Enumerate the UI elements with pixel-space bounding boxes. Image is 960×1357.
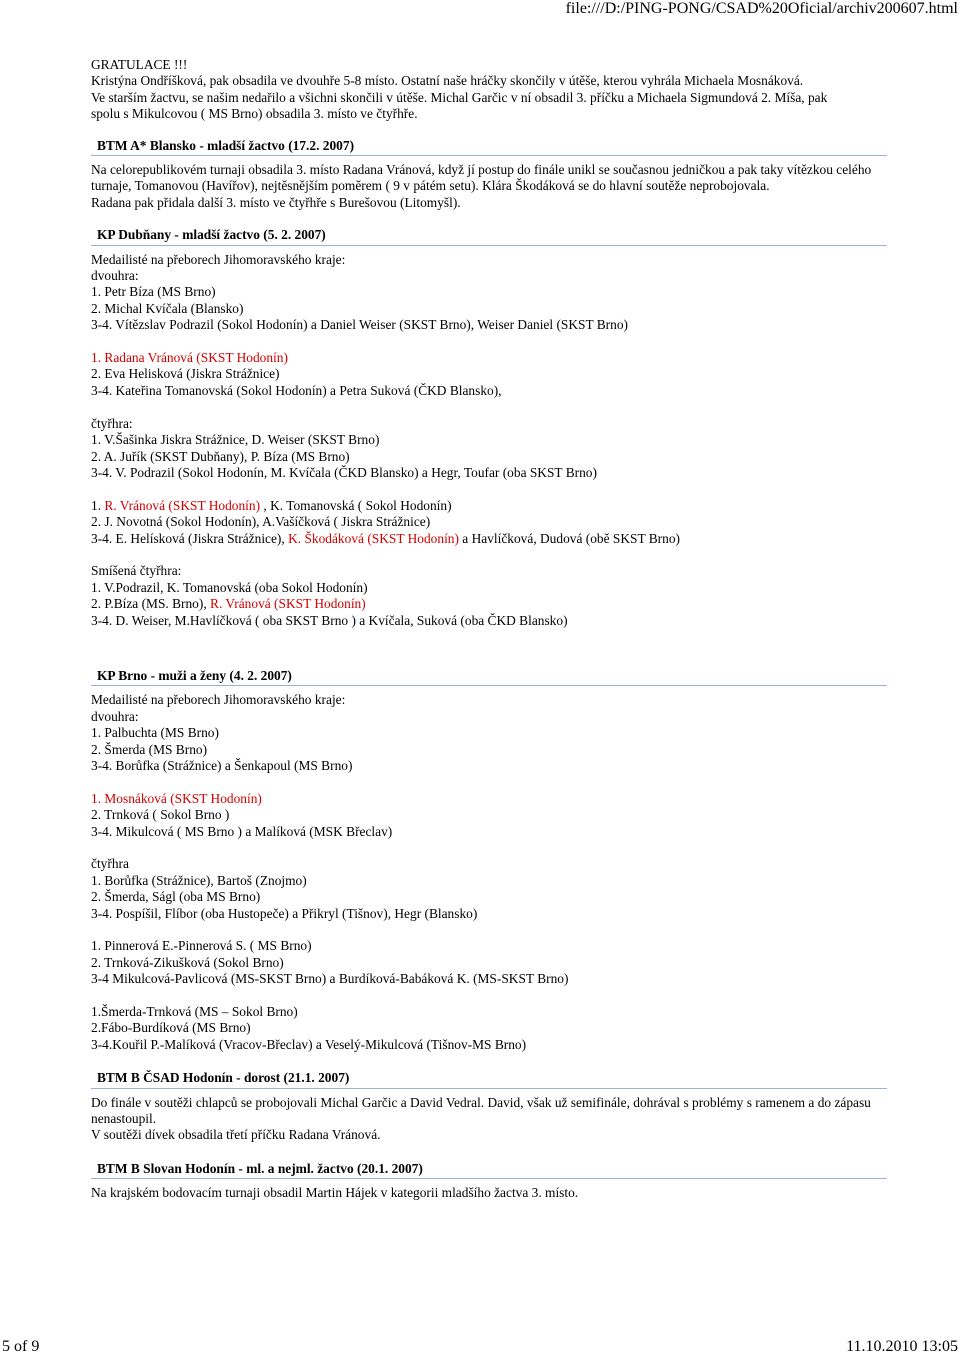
section-title-kp-dubnany: KP Dubňany - mladší žactvo (5. 2. 2007) — [91, 227, 887, 245]
intro-line-1: GRATULACE !!! — [91, 57, 188, 72]
section-title-btm-slovan: BTM B Slovan Hodonín - ml. a nejml. žactvo (20.1. 2007) — [91, 1161, 887, 1179]
category-label: dvouhra: — [91, 268, 139, 284]
result-line: 3-4. Mikulcová ( MS Brno ) a Malíková (MSK Břeclav) — [91, 823, 393, 839]
result-line: 2. Eva Helisková (Jiskra Strážnice) — [91, 366, 280, 382]
result-line: 3-4. Kateřina Tomanovská (Sokol Hodonín) a Petra Suková (ČKD Blansko), — [91, 382, 502, 398]
result-line: 3-4 Mikulcová-Pavlicová (MS-SKST Brno) a Burdíková-Babáková K. (MS-SKST Brno) — [91, 971, 569, 987]
medalists-header: Medailisté na přeborech Jihomoravského kraje: — [91, 692, 346, 708]
section-title-btm-csad: BTM B ČSAD Hodonín - dorost (21.1. 2007) — [91, 1070, 887, 1088]
highlight-name: R. Vránová (SKST Hodonín) — [104, 497, 261, 513]
result-rest: a Havlíčková, Dudová (obě SKST Brno) — [458, 530, 680, 546]
highlight-name: R. Vránová (SKST Hodonín) — [210, 596, 366, 612]
section-paragraph: V soutěži dívek obsadila třetí příčku Radana Vránová. — [91, 1127, 381, 1143]
section-paragraph: Do finále v soutěži chlapců se probojovali Michal Garčic a David Vedral. David, však už semifinále, dohrával s problémy s ramenem a do zápasu nenastoupil. — [91, 1094, 871, 1127]
result-line — [91, 498, 891, 514]
section-paragraph: Na krajském bodovacím turnaji obsadil Martin Hájek v kategorii mladšího žactva 3. místo. — [91, 1185, 579, 1201]
result-line: 2. Šmerda, Ságl (oba MS Brno) — [91, 889, 261, 905]
section-paragraph: Radana pak přidala další 3. místo ve čtyřhře s Burešovou (Litomyšl). — [91, 194, 461, 210]
intro-block — [91, 57, 891, 123]
page-content — [91, 57, 891, 1202]
medalists-header: Medailisté na přeborech Jihomoravského kraje: — [91, 251, 346, 267]
category-label: dvouhra: — [91, 708, 139, 724]
intro-line-3: Ve starším žactvu, se našim nedařilo a všichni skončili v útěše. Michal Garčic v ní obsadil 3. příčku a Michaela Sigmundová 2. Míša, pak — [91, 89, 828, 105]
result-line: 3-4. Vítězslav Podrazil (Sokol Hodonín) a Daniel Weiser (SKST Brno), Weiser Daniel (SKST Brno) — [91, 317, 628, 333]
file-url-header: file:///D:/PING-PONG/CSAD%20Oficial/archiv200607.html — [565, 0, 958, 17]
result-line: 1. Pinnerová E.-Pinnerová S. ( MS Brno) — [91, 938, 312, 954]
result-line: 2. Trnková ( Sokol Brno ) — [91, 807, 230, 823]
section-title-btm-blansko: BTM A* Blansko - mladší žactvo (17.2. 2007) — [91, 138, 887, 156]
result-line: 2. Šmerda (MS Brno) — [91, 741, 208, 757]
result-line: 2. J. Novotná (Sokol Hodonín), A.Vašíčková ( Jiskra Strážnice) — [91, 514, 431, 530]
result-line: 1. Petr Bíza (MS Brno) — [91, 284, 216, 300]
result-line: 1. Borůfka (Strážnice), Bartoš (Znojmo) — [91, 872, 307, 888]
section-paragraph: Na celorepublikovém turnaji obsadila 3. místo Radana Vránová, když jí postup do finále unikl se současnou jedničkou a pak taky vítězkou celého turnaje, Tomanovou (Havířov), nejtěsnějším poměrem ( 9 v pátém setu). Klára Škodáková se do hlavní soutěže neprobojovala. — [91, 162, 872, 194]
category-label: čtyřhra: — [91, 415, 133, 431]
page-number: 5 of 9 — [2, 1338, 40, 1355]
result-line: 2. Trnková-Zikušková (Sokol Brno) — [91, 954, 284, 970]
section-title-kp-brno: KP Brno - muži a ženy (4. 2. 2007) — [91, 668, 887, 686]
result-rank: 3-4. E. Helísková (Jiskra Strážnice), — [91, 530, 289, 546]
highlight-name: K. Škodáková (SKST Hodonín) — [288, 530, 459, 546]
result-line: 1.Šmerda-Trnková (MS – Sokol Brno) — [91, 1004, 298, 1019]
result-line-highlight: 1. Radana Vránová (SKST Hodonín) — [91, 350, 288, 366]
result-line: 3-4. Pospíšil, Flíbor (oba Hustopeče) a Přikryl (Tišnov), Hegr (Blansko) — [91, 905, 478, 921]
result-line: 3-4. Borůfka (Strážnice) a Šenkapoul (MS Brno) — [91, 757, 353, 773]
result-line: 3-4. V. Podrazil (Sokol Hodonín, M. Kvíčala (ČKD Blansko) a Hegr, Toufar (oba SKST Brno) — [91, 464, 597, 480]
result-line: 1. Palbuchta (MS Brno) — [91, 725, 219, 741]
result-line: 2. A. Juřík (SKST Dubňany), P. Bíza (MS Brno) — [91, 448, 350, 464]
result-line — [91, 596, 891, 612]
print-datetime: 11.10.2010 13:05 — [846, 1338, 958, 1355]
result-line: 1. V.Šašinka Jiskra Strážnice, D. Weiser (SKST Brno) — [91, 432, 380, 448]
result-line: 2.Fábo-Burdíková (MS Brno) — [91, 1020, 251, 1036]
result-rank: 1. — [91, 497, 105, 513]
category-label: Smíšená čtyřhra: — [91, 563, 182, 579]
result-line-highlight: 1. Mosnáková (SKST Hodonín) — [91, 790, 262, 806]
result-line — [91, 531, 891, 547]
category-label: čtyřhra — [91, 856, 129, 872]
intro-line-2: Kristýna Ondříšková, pak obsadila ve dvouhře 5-8 místo. Ostatní naše hráčky skončily v útěše, kterou vyhrála Michaela Mosnáková. — [91, 73, 804, 89]
result-rank: 2. P.Bíza (MS. Brno), — [91, 596, 211, 612]
result-line: 2. Michal Kvíčala (Blansko) — [91, 300, 244, 316]
intro-line-4: spolu s Mikulcovou ( MS Brno) obsadila 3. místo ve čtyřhře. — [91, 106, 418, 122]
result-line: 1. V.Podrazil, K. Tomanovská (oba Sokol Hodonín) — [91, 579, 368, 595]
result-line: 3-4.Kouřil P.-Malíková (Vracov-Břeclav) a Veselý-Mikulcová (Tišnov-MS Brno) — [91, 1036, 527, 1052]
result-line: 3-4. D. Weiser, M.Havlíčková ( oba SKST Brno ) a Kvíčala, Suková (oba ČKD Blansko) — [91, 612, 568, 628]
result-rest: , K. Tomanovská ( Sokol Hodonín) — [260, 497, 452, 513]
